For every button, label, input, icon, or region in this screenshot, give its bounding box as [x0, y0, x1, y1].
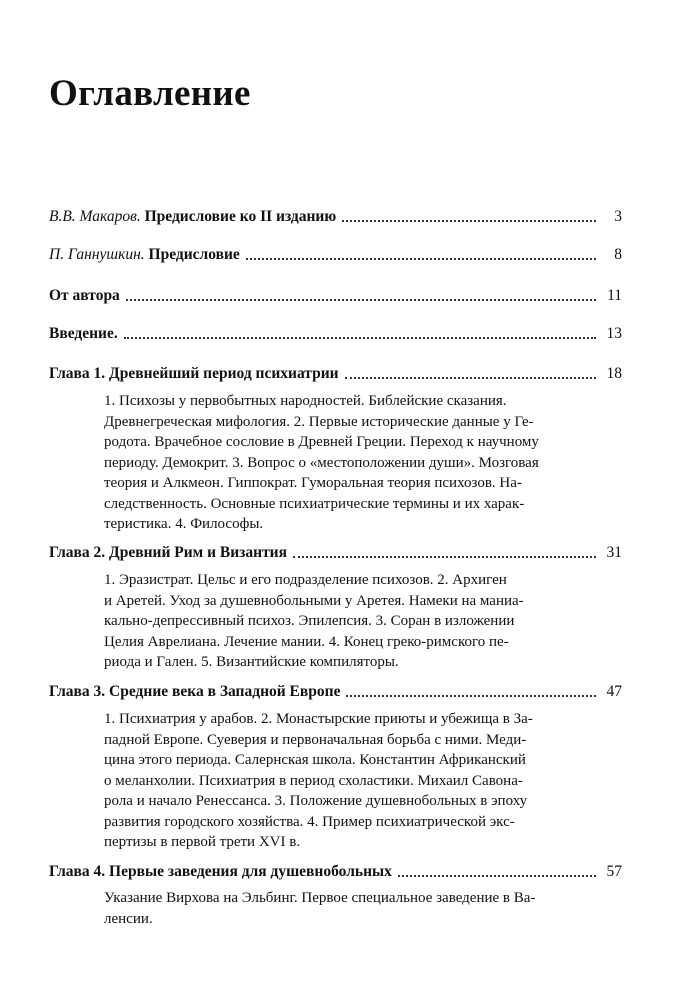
dot-leader [342, 219, 596, 222]
description-line: 1. Эразистрат. Цельс и его подразделение психозов. 2. Архиген [104, 572, 507, 588]
entry-title: Глава 4. Первые заведения для душевнобольных [49, 863, 392, 880]
description-line: кально-депрессивный психоз. Эпилепсия. 3. Соран в изложении [104, 613, 515, 629]
toc-entry-chapter-3[interactable] [49, 682, 622, 702]
entry-title: Предисловие ко II изданию [144, 208, 337, 225]
toc-entry-chapter-1[interactable] [49, 364, 622, 384]
chapter-1-description [104, 391, 574, 535]
description-line: 1. Психозы у первобытных народностей. Библейские сказания. [104, 393, 507, 409]
dot-leader [246, 257, 596, 260]
entry-title: Введение. [49, 325, 118, 342]
toc-entry-introduction[interactable] [49, 324, 622, 344]
entry-page-number: 18 [606, 365, 622, 382]
entry-title: От автора [49, 287, 120, 304]
description-line: ленсии. [104, 910, 153, 927]
entry-page-number: 31 [606, 544, 622, 561]
description-line: цина этого периода. Салернская школа. Константин Африканский [104, 752, 526, 768]
chapter-4-description [104, 888, 574, 929]
description-line: пертизы в первой трети XVI в. [104, 834, 301, 850]
description-line: Указание Вирхова на Эльбинг. Первое специальное заведение в Ва- [104, 890, 536, 906]
description-line: теристика. 4. Философы. [104, 516, 264, 532]
description-line: падной Европе. Суеверия и первоначальная борьба с ними. Меди- [104, 731, 527, 748]
description-line: родота. Врачебное сословие в Древней Греции. Переход к научному [104, 434, 539, 450]
toc-entry-chapter-2[interactable] [49, 543, 622, 563]
description-line: теория и Алкмеон. Гиппократ. Гуморальная теория психозов. На- [104, 475, 522, 491]
entry-title: Глава 3. Средние века в Западной Европе [49, 683, 341, 700]
entry-page-number: 13 [606, 325, 622, 342]
dot-leader [345, 376, 596, 379]
entry-page-number: 8 [614, 246, 622, 263]
description-line: о меланхолии. Психиатрия в период схоластики. Михаил Савона- [104, 772, 523, 789]
description-line: и Аретей. Уход за душевнобольными у Аретея. Намеки на маниа- [104, 592, 524, 609]
dot-leader [346, 694, 596, 697]
description-line: периоду. Демокрит. 3. Вопрос о «местоположении души». Мозговая [104, 454, 539, 471]
toc-entry-from-author[interactable] [49, 286, 622, 306]
entry-page-number: 11 [607, 287, 622, 304]
dot-leader [124, 336, 596, 339]
dot-leader [293, 555, 596, 558]
chapter-3-description [104, 709, 574, 853]
description-line: следственность. Основные психиатрические термины и их харак- [104, 495, 525, 512]
entry-title: Предисловие [148, 246, 240, 263]
entry-author: В.В. Макаров. [49, 208, 141, 225]
description-line: развития городского хозяйства. 4. Пример психиатрической экс- [104, 813, 515, 830]
entry-page-number: 47 [606, 683, 622, 700]
description-line: Древнегреческая мифология. 2. Первые исторические данные у Ге- [104, 413, 534, 430]
chapter-2-description [104, 570, 574, 673]
dot-leader [126, 298, 596, 301]
toc-entry-preface-2nd-edition[interactable] [49, 207, 622, 227]
entry-page-number: 3 [614, 208, 622, 225]
description-line: 1. Психиатрия у арабов. 2. Монастырские приюты и убежища в За- [104, 711, 533, 727]
page-title: Оглавление [49, 73, 251, 114]
entry-title: Глава 1. Древнейший период психиатрии [49, 365, 339, 382]
entry-title: Глава 2. Древний Рим и Византия [49, 544, 288, 561]
entry-page-number: 57 [606, 863, 622, 880]
description-line: риода и Гален. 5. Византийские компиляторы. [104, 654, 399, 670]
description-line: Целия Аврелиана. Лечение мании. 4. Конец греко-римского пе- [104, 633, 509, 650]
dot-leader [398, 874, 596, 877]
entry-author: П. Ганнушкин. [49, 246, 145, 263]
description-line: рола и начало Ренессанса. 3. Положение душевнобольных в эпоху [104, 793, 528, 809]
toc-entry-preface[interactable] [49, 245, 622, 265]
toc-entry-chapter-4[interactable] [49, 862, 622, 882]
